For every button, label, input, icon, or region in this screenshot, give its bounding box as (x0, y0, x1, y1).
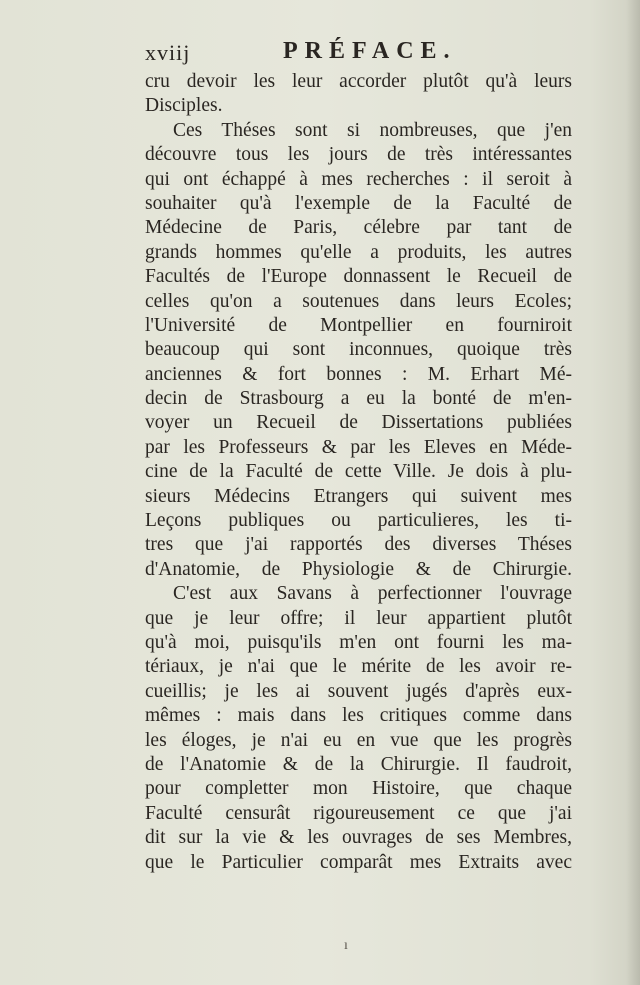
text-line: l'Université de Montpellier en fourniroit (145, 314, 572, 336)
text-line: celles qu'on a soutenues dans leurs Ecoles; (145, 290, 572, 312)
text-line: tériaux, je n'ai que le mérite de les avoir re- (145, 656, 572, 678)
text-line: Médecine de Paris, célebre par tant de (145, 217, 572, 239)
page-header (145, 34, 575, 70)
running-head: PRÉFACE. (283, 38, 457, 64)
text-line: Leçons publiques ou particulieres, les ti- (145, 510, 572, 532)
text-line: que le Particulier comparât mes Extraits avec (145, 851, 572, 873)
text-line: mêmes : mais dans les critiques comme dans (145, 705, 572, 727)
text-line: sieurs Médecins Etrangers qui suivent mes (145, 485, 572, 507)
text-line: cru devoir les leur accorder plutôt qu'à leurs (145, 71, 572, 92)
text-line: tres que j'ai rapportés des diverses Théses (145, 534, 572, 556)
text-line: dit sur la vie & les ouvrages de ses Membres, (145, 827, 572, 849)
text-line: pour completter mon Histoire, que chaque (145, 778, 572, 800)
text-line: cine de la Faculté de cette Ville. Je dois à plu- (145, 461, 572, 483)
body-text (145, 70, 572, 875)
page-edge-shadow (626, 0, 640, 985)
text-line: que je leur offre; il leur appartient plutôt (145, 607, 572, 629)
text-line: d'Anatomie, de Physiologie & de Chirurgie. (145, 558, 572, 580)
page-number: xviij (145, 40, 191, 65)
text-line: Faculté censurât rigoureusement ce que j'ai (145, 802, 572, 824)
text-line: découvre tous les jours de très intéressantes (145, 144, 572, 166)
text-line: cueillis; je les ai souvent jugés d'après eux- (145, 680, 572, 702)
text-line: beaucoup qui sont inconnues, quoique très (145, 339, 572, 361)
text-line: Ces Théses sont si nombreuses, que j'en (173, 119, 572, 141)
text-line: C'est aux Savans à perfectionner l'ouvrage (173, 583, 572, 605)
text-line: grands hommes qu'elle a produits, les autres (145, 241, 572, 263)
printer-mark: ı (344, 938, 348, 953)
text-line: Disciples. (145, 95, 223, 117)
text-line: anciennes & fort bonnes : M. Erhart Mé- (145, 363, 572, 385)
text-line: voyer un Recueil de Dissertations publiées (145, 412, 572, 434)
text-line: de l'Anatomie & de la Chirurgie. Il faudroit, (145, 753, 572, 775)
text-line: souhaiter qu'à l'exemple de la Faculté de (145, 192, 572, 214)
text-line: qui ont échappé à mes recherches : il seroit à (145, 168, 572, 190)
text-line: Facultés de l'Europe donnassent le Recueil de (145, 266, 572, 288)
text-line: les éloges, je n'ai eu en vue que les progrès (145, 729, 572, 751)
text-line: decin de Strasbourg a eu la bonté de m'en- (145, 388, 572, 410)
text-line: qu'à moi, puisqu'ils m'en ont fourni les ma- (145, 631, 572, 653)
text-line: par les Professeurs & par les Eleves en Méde- (145, 436, 572, 458)
